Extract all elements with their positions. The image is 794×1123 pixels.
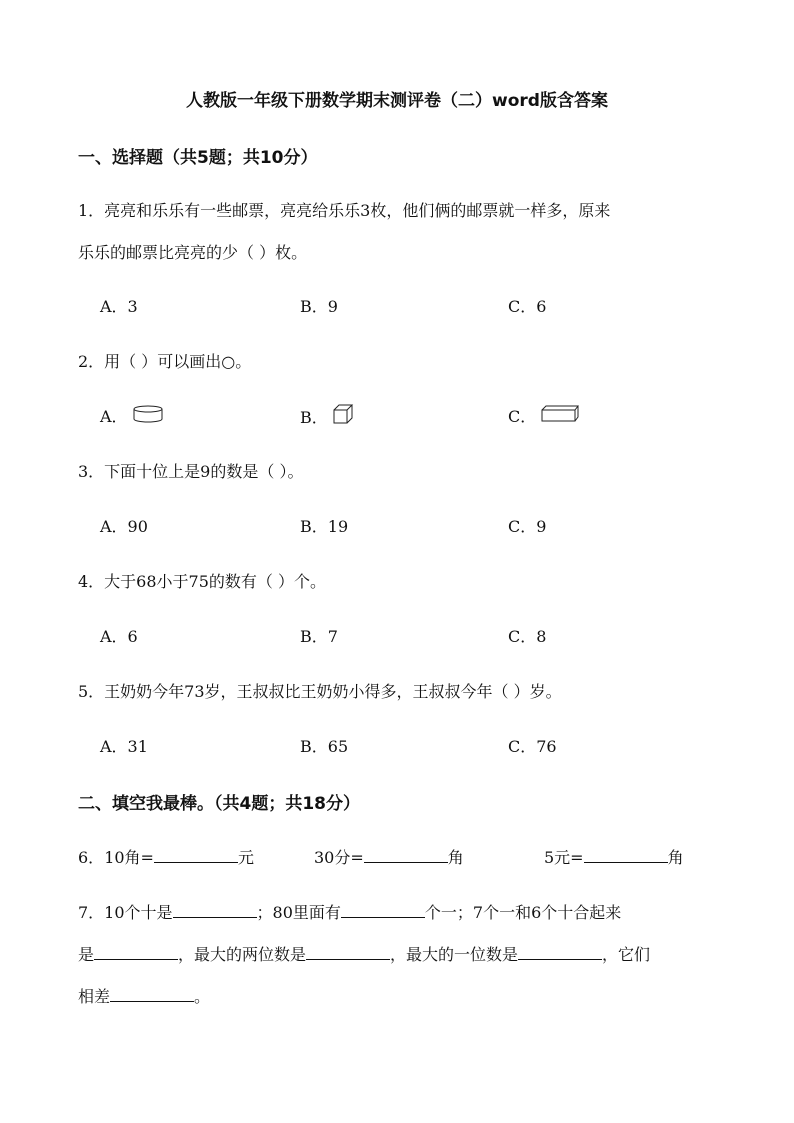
q6-number: 6． xyxy=(78,848,105,867)
cylinder-icon xyxy=(132,405,164,427)
q5-option-a: A．31 xyxy=(100,737,148,756)
page-title: 人教版一年级下册数学期末测评卷（二）word版含答案 xyxy=(186,91,608,111)
q2-option-c-label: C． xyxy=(508,407,537,426)
question-6 xyxy=(78,844,254,868)
question-6-part-2 xyxy=(314,844,464,868)
question-2: 2．用（ ）可以画出○。 xyxy=(78,352,252,371)
q4-option-c: C．8 xyxy=(508,627,547,646)
q5-option-b: B．65 xyxy=(300,737,349,756)
question-4: 4．大于68小于75的数有（ ）个。 xyxy=(78,572,326,591)
q7-text-8: 相差 xyxy=(78,987,111,1006)
question-1-line-2: 乐乐的邮票比亮亮的少（ ）枚。 xyxy=(78,243,308,262)
q3-option-c: C．9 xyxy=(508,517,547,536)
question-1-line-1: 1．亮亮和乐乐有一些邮票，亮亮给乐乐3枚，他们俩的邮票就一样多，原来 xyxy=(78,201,611,220)
q2-option-a xyxy=(100,404,164,427)
q3-option-b: B．19 xyxy=(300,517,349,536)
q7-blank-2[interactable] xyxy=(341,899,425,918)
q7-blank-6[interactable] xyxy=(110,983,194,1002)
question-7-line-1 xyxy=(78,899,621,923)
q2-option-a-label: A． xyxy=(100,407,128,426)
q3-option-a: A．90 xyxy=(100,517,148,536)
q1-option-c: C．6 xyxy=(508,297,547,316)
q7-text-7: ，它们 xyxy=(602,945,651,964)
q7-text-5: ，最大的两位数是 xyxy=(178,945,307,964)
q7-blank-3[interactable] xyxy=(94,941,178,960)
q7-text-4: 是 xyxy=(78,945,95,964)
question-5: 5．王奶奶今年73岁，王叔叔比王奶奶小得多，王叔叔今年（ ）岁。 xyxy=(78,682,562,701)
q7-text-6: ，最大的一位数是 xyxy=(390,945,519,964)
q7-text-9: 。 xyxy=(194,987,211,1006)
q6-prompt-1: 10角= xyxy=(104,848,154,867)
q6-prompt-2: 30分= xyxy=(314,848,364,867)
cuboid-icon xyxy=(540,405,580,427)
q4-option-b: B．7 xyxy=(300,627,338,646)
q2-option-b-label: B． xyxy=(300,407,328,427)
q7-blank-1[interactable] xyxy=(173,899,257,918)
q6-blank-1[interactable] xyxy=(154,844,238,863)
q6-prompt-3: 5元= xyxy=(544,848,584,867)
q5-option-c: C．76 xyxy=(508,737,557,756)
q6-blank-2[interactable] xyxy=(364,844,448,863)
section-heading-choice: 一、选择题（共5题；共10分） xyxy=(78,148,318,168)
q1-option-b: B．9 xyxy=(300,297,338,316)
q7-text-1: 7．10个十是 xyxy=(78,903,173,922)
q7-text-2: ；80里面有 xyxy=(256,903,341,922)
q6-unit-1: 元 xyxy=(237,848,254,867)
q7-text-3: 个一；7个一和6个十合起来 xyxy=(424,903,622,922)
section-heading-fill: 二、填空我最棒。（共4题；共18分） xyxy=(78,794,360,814)
q6-blank-3[interactable] xyxy=(584,844,668,863)
q4-option-a: A．6 xyxy=(100,627,138,646)
question-3: 3．下面十位上是9的数是（ ）。 xyxy=(78,462,304,481)
q6-unit-2: 角 xyxy=(447,848,464,867)
q6-unit-3: 角 xyxy=(667,848,684,867)
question-7-line-2 xyxy=(78,941,650,965)
q2-option-c xyxy=(508,404,580,427)
question-6-part-3 xyxy=(544,844,684,868)
q1-option-a: A．3 xyxy=(100,297,138,316)
q7-blank-5[interactable] xyxy=(518,941,602,960)
q7-blank-4[interactable] xyxy=(306,941,390,960)
q2-option-b xyxy=(300,404,354,428)
cube-icon xyxy=(332,404,354,428)
question-7-line-3 xyxy=(78,983,210,1007)
